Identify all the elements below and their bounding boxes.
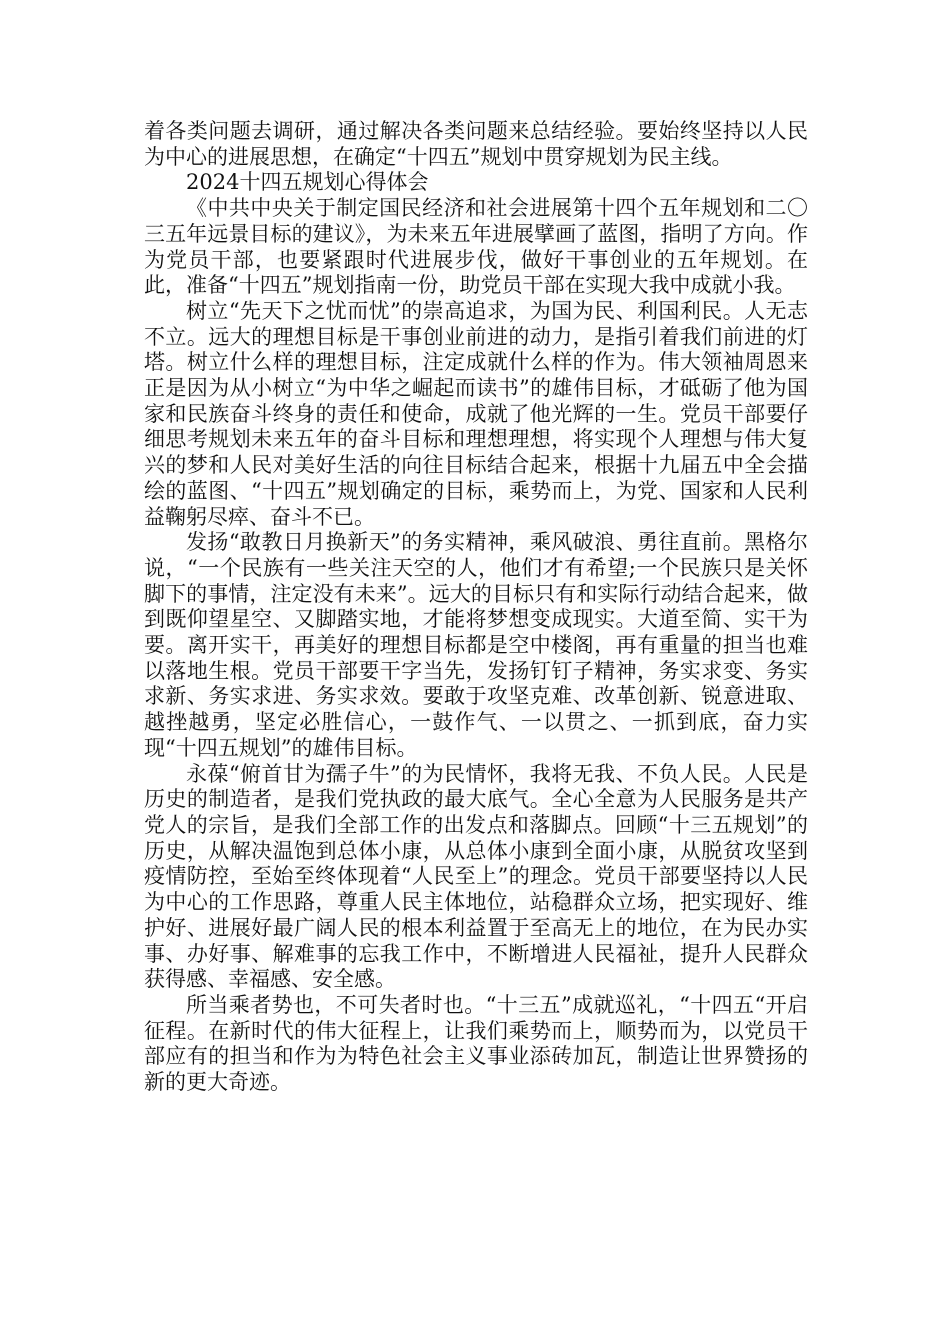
paragraph-intro: 《中共中央关于制定国民经济和社会进展第十四个五年规划和二〇三五年远景目标的建议》，为未来五年进展擘画了蓝图，指明了方向。作为党员干部，也要紧跟时代进展步伐，做好干事创业的五年规划。在此，准备“十四五”规划指南一份，助党员干部在实现大我中成就小我。	[144, 196, 808, 298]
paragraph-conclusion: 所当乘者势也，不可失者时也。“十三五”成就巡礼，“十四五“开启征程。在新时代的伟大征程上，让我们乘势而上，顺势而为，以党员干部应有的担当和作为为特色社会主义事业添砖加瓦，制造让世界赞扬的新的更大奇迹。	[144, 992, 808, 1095]
paragraph-pragmatism: 发扬“敢教日月换新天”的务实精神，乘风破浪、勇往直前。黑格尔说，“一个民族有一些关注天空的人，他们才有希望;一个民族只是关怀脚下的事情，注定没有未来”。远大的目标只有和实际行动结合起来，做到既仰望星空、又脚踏实地，才能将梦想变成现实。大道至简、实干为要。离开实干，再美好的理想目标都是空中楼阁，再有重量的担当也难以落地生根。党员干部要干字当先，发扬钉钉子精神，务实求变、务实求新、务实求进、务实求效。要敢于攻坚克难、改革创新、锐意进取、越挫越勇，坚定必胜信心，一鼓作气、一以贯之、一抓到底，奋力实现“十四五规划”的雄伟目标。	[144, 530, 808, 760]
section-heading: 2024十四五规划心得体会	[186, 170, 429, 195]
paragraph-continuation: 着各类问题去调研，通过解决各类问题来总结经验。要始终坚持以人民为中心的进展思想，在确定“十四五”规划中贯穿规划为民主线。	[144, 119, 808, 169]
document-body	[144, 119, 808, 1096]
paragraph-aspiration: 树立“先天下之忧而忧”的崇高追求，为国为民、利国利民。人无志不立。远大的理想目标是干事创业前进的动力，是指引着我们前进的灯塔。树立什么样的理想目标，注定成就什么样的作为。伟大领袖周恩来正是因为从小树立“为中华之崛起而读书”的雄伟目标，才砥砺了他为国家和民族奋斗终身的责任和使命，成就了他光辉的一生。党员干部要仔细思考规划未来五年的奋斗目标和理想理想，将实现个人理想与伟大复兴的梦和人民对美好生活的向往目标结合起来，根据十九届五中全会描绘的蓝图、“十四五”规划确定的目标，乘势而上，为党、国家和人民利益鞠躬尽瘁、奋斗不已。	[144, 298, 808, 529]
paragraph-people: 永葆“俯首甘为孺子牛”的为民情怀，我将无我、不负人民。人民是历史的制造者，是我们党执政的最大底气。全心全意为人民服务是共产党人的宗旨，是我们全部工作的出发点和落脚点。回顾“十三五规划”的历史，从解决温饱到总体小康，从总体小康到全面小康，从脱贫攻坚到疫情防控，至始至终体现着“人民至上”的理念。党员干部要坚持以人民为中心的工作思路，尊重人民主体地位，站稳群众立场，把实现好、维护好、进展好最广阔人民的根本利益置于至高无上的地位，在为民办实事、办好事、解难事的忘我工作中，不断增进人民福祉，提升人民群众获得感、幸福感、安全感。	[144, 761, 808, 992]
